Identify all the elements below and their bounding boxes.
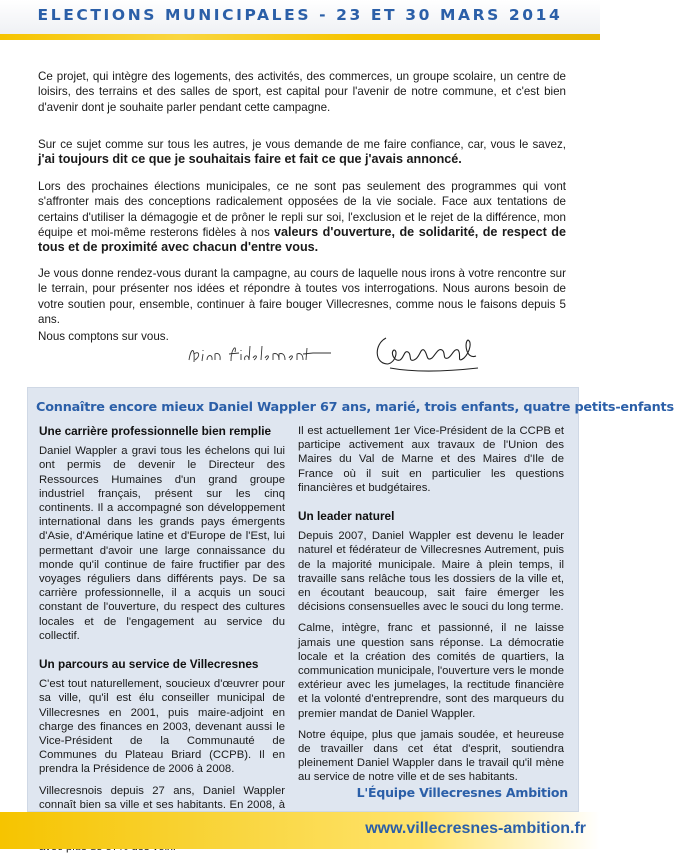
letter-paragraph-3-emphasis: valeurs d'ouverture, de solidarité, de respect de tous et de proximité avec chacun d'entre vous. <box>38 224 566 255</box>
letter-paragraph-4: Je vous donne rendez-vous durant la campagne, au cours de laquelle nous irons à votre rencontre sur le terrain, pour présenter nos idées et répondre à toutes vos interrogations. Nous aurons besoin de votre soutien pour, ensemble, continuer à faire bouger Villecresnes, comme nous le faisons depuis 5 ans. <box>38 267 566 326</box>
bio-service-text: C'est tout naturellement, soucieux d'œuvrer pour sa ville, qu'il est élu conseiller municipal de Villecresnes en 2001, puis maire-adjoint en charge des finances en 2003, devenant aussi le Vice-Président de la Communauté de Communes du Plateau Briard (CCPB). Il en prendra la Présidence de 2006 à 2008. <box>39 678 285 776</box>
bio-title: Connaître encore mieux Daniel Wappler 67 ans, marié, trois enfants, quatre petits-enfants <box>36 400 674 415</box>
letter-paragraph-1: Ce projet, qui intègre des logements, des activités, des commerces, un groupe scolaire, un centre de loisirs, des terrains et des salles de sport, est capital pour l'avenir de notre commune, et c'est bien d'avenir dont je souhaite parler pendant cette campagne. <box>38 70 566 114</box>
bio-qualities-text: Calme, intègre, franc et passionné, il ne laisse jamais une question sans réponse. La démocratie locale et la création des comités de quartiers, la communication municipale, l'ouverture vers le monde extérieur avec les jumelages, la rectitude financière et la volonté d'entreprendre, sont des marqueurs du premier mandat de Daniel Wappler. <box>298 622 564 720</box>
letter-paragraph-5: Nous comptons sur vous. <box>38 330 169 343</box>
bio-right-column <box>298 424 564 785</box>
bio-ccpb-text: Il est actuellement 1er Vice-Président de la CCPB et participe activement aux travaux de l'Union des Maires du Val de Marne et des Maires d'Ile de France où il suit en particulier les questions financières et budgétaires. <box>298 425 564 494</box>
letter-paragraph-3 <box>38 179 566 255</box>
bio-left-column <box>39 424 285 855</box>
bio-team-text: Notre équipe, plus que jamais soudée, et heureuse de travailler dans cet état d'esprit, soutiendra pleinement Daniel Wappler dans le travail qu'il mène au service de notre ville et de ses habitants. <box>298 728 564 784</box>
letter-paragraph-2-emphasis: j'ai toujours dit ce que je souhaitais faire et fait ce que j'avais annoncé. <box>38 152 462 167</box>
handwritten-name-signature <box>372 328 482 374</box>
page-header <box>0 0 600 38</box>
website-link[interactable]: www.villecresnes-ambition.fr <box>365 820 586 837</box>
bio-signoff: L'Équipe Villecresnes Ambition <box>356 785 568 800</box>
header-stripe <box>0 34 600 40</box>
bio-heading-service: Un parcours au service de Villecresnes <box>39 657 259 672</box>
bio-career-text: Daniel Wappler a gravi tous les échelons qui lui ont permis de devenir le Directeur des Ressources Humaines d'un grand groupe industriel français, présent sur les cinq continents. Il a accompagné son développement international dans les grands pays émergents d'Asie, d'Amérique latine et d'Europe de l'Est, lui permettant d'avoir une large connaissance du monde qu'il continue de faire fructifier par des voyages réguliers dans différents pays. De sa carrière professionnelle, il a acquis un souci constant de l'ouverture, du respect des cultures locales et de l'engagement au service du collectif. <box>39 445 285 642</box>
letter-paragraph-2 <box>38 137 566 168</box>
bio-heading-career: Une carrière professionnelle bien remplie <box>39 424 272 438</box>
bio-box <box>28 388 674 811</box>
letter-paragraph-3-text: Lors des prochaines élections municipales, ce ne sont pas seulement des programmes qui vont s'affronter mais des conceptions radicalement opposées de la vie sociale. Face aux tentations de certains d'utiliser la démagogie et de prôner le repli sur soi, l'exclusion et le rejet de la différence, mon équipe et moi-même resterons fidèles à nos <box>38 180 566 239</box>
bio-villecresnois-text: Villecresnois depuis 27 ans, Daniel Wappler connaît bien sa ville et ses habitants. En 2008, à <box>39 784 285 811</box>
handwritten-closing-signature <box>185 340 335 368</box>
letter-paragraph-2-text: Sur ce sujet comme sur tous les autres, je vous demande de me faire confiance, car, vous le savez, <box>38 138 566 151</box>
header-title: ELECTIONS MUNICIPALES - 23 ET 30 MARS 2014 <box>37 6 563 24</box>
bio-heading-leader: Un leader naturel <box>298 509 395 524</box>
bio-leader-text: Depuis 2007, Daniel Wappler est devenu le leader naturel et fédérateur de Villecresnes Autrement, puis de la majorité municipale. Maire à plein temps, il travaille sans relâche tous les dossiers de la ville et, en écoutant beaucoup, sait faire émerger les décisions consensuelles avec le souci du long terme. <box>298 530 564 614</box>
